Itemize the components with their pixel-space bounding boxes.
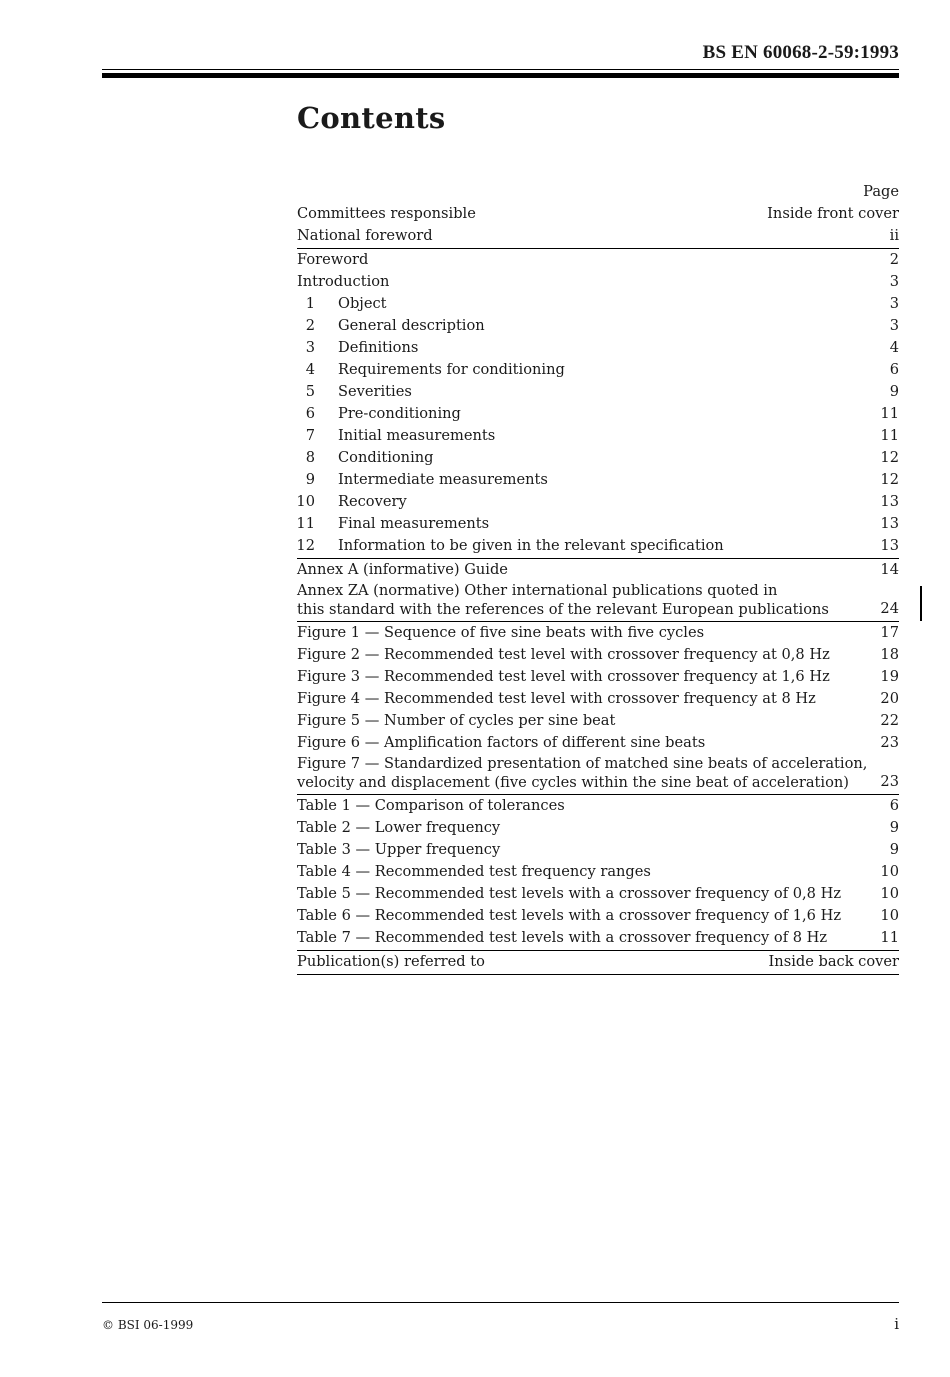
toc-entry-title: Intermediate measurements: [338, 471, 548, 488]
toc-entry[interactable]: [297, 710, 899, 732]
toc-entry-title: Foreword: [297, 251, 369, 268]
toc-entry-title: [297, 581, 829, 619]
toc-entry-title-line1: Figure 7 — Standardized presentation of matched sine beats of acceleration,: [297, 755, 868, 772]
toc-entry-title: Final measurements: [338, 515, 490, 532]
toc-entry-page: 3: [889, 317, 899, 334]
page-number: i: [894, 1315, 899, 1333]
toc-entry-page: 6: [889, 361, 899, 378]
toc-entry-number: 2: [305, 317, 315, 334]
toc-entry-title: National foreword: [297, 227, 433, 244]
toc-entry-page: 14: [880, 561, 899, 578]
toc-entry-title: Table 1 — Comparison of tolerances: [297, 797, 565, 814]
toc-entry[interactable]: [297, 905, 899, 927]
toc-entry[interactable]: [297, 951, 899, 973]
footer-rule: [102, 1302, 899, 1303]
toc-entry-page: 22: [880, 712, 899, 729]
toc-entry-title: Table 2 — Lower frequency: [297, 819, 501, 836]
toc-entry-page: 2: [889, 251, 899, 268]
toc-entry-page: 9: [889, 383, 899, 400]
toc-entry[interactable]: [297, 447, 899, 469]
toc-entry[interactable]: [297, 491, 899, 513]
copyright-notice: © BSI 06-1999: [102, 1318, 194, 1332]
toc-entry-number: 9: [305, 471, 315, 488]
toc-entry-page: 13: [880, 515, 899, 532]
toc-entry-title: Publication(s) referred to: [297, 953, 485, 970]
toc-group: [297, 622, 899, 795]
table-of-contents: [297, 181, 899, 975]
toc-entry-page: 13: [880, 537, 899, 554]
toc-entry[interactable]: [297, 666, 899, 688]
toc-entry[interactable]: [297, 203, 899, 225]
toc-entry[interactable]: [297, 817, 899, 839]
toc-entry[interactable]: [297, 559, 899, 581]
toc-entry[interactable]: [297, 754, 899, 793]
toc-entry[interactable]: [297, 644, 899, 666]
toc-entry-title: Table 3 — Upper frequency: [297, 841, 501, 858]
toc-entry-number: 12: [296, 537, 315, 554]
toc-entry-page: 3: [889, 295, 899, 312]
toc-entry[interactable]: [297, 271, 899, 293]
toc-entry-page: 19: [880, 668, 899, 685]
toc-entry-page: 18: [880, 646, 899, 663]
toc-entry-page: 3: [889, 273, 899, 290]
toc-entry-title: Conditioning: [338, 449, 434, 466]
toc-entry-page: 17: [880, 624, 899, 641]
page-column-header: Page: [863, 183, 899, 200]
toc-entry-page: 9: [889, 841, 899, 858]
toc-entry[interactable]: [297, 795, 899, 817]
toc-entry-page: 10: [880, 885, 899, 902]
toc-entry-title-line1: Annex ZA (normative) Other international publications quoted in: [297, 582, 778, 599]
toc-entry[interactable]: [297, 622, 899, 644]
toc-entry-number: 7: [305, 427, 315, 444]
toc-entry[interactable]: [297, 469, 899, 491]
toc-entry-page: 11: [880, 427, 899, 444]
toc-entry[interactable]: [297, 883, 899, 905]
toc-entry[interactable]: [297, 225, 899, 247]
toc-entry-page: 6: [889, 797, 899, 814]
toc-entry-title: Table 6 — Recommended test levels with a crossover frequency of 1,6 Hz: [297, 907, 842, 924]
toc-entry[interactable]: [297, 425, 899, 447]
toc-entry-page: 4: [889, 339, 899, 356]
toc-entry-title: Severities: [338, 383, 412, 400]
document-id: BS EN 60068-2-59:1993: [702, 42, 899, 63]
toc-entry-page: 23: [880, 773, 899, 790]
change-bar: [920, 586, 922, 621]
toc-entry-page: Inside back cover: [768, 953, 899, 970]
toc-entry-title: General description: [338, 317, 485, 334]
toc-group: [297, 795, 899, 951]
toc-entry-title: Recovery: [338, 493, 407, 510]
toc-entry-title: Figure 2 — Recommended test level with crossover frequency at 0,8 Hz: [297, 646, 830, 663]
toc-entry-title: Figure 3 — Recommended test level with crossover frequency at 1,6 Hz: [297, 668, 830, 685]
toc-group: [297, 559, 899, 622]
toc-entry-page: 20: [880, 690, 899, 707]
header-rule-thick: [102, 73, 899, 78]
toc-entry[interactable]: [297, 535, 899, 557]
toc-group: [297, 249, 899, 559]
toc-entry[interactable]: [297, 249, 899, 271]
toc-entry-title: Figure 4 — Recommended test level with crossover frequency at 8 Hz: [297, 690, 816, 707]
toc-entry[interactable]: [297, 403, 899, 425]
toc-entry-page: 10: [880, 907, 899, 924]
toc-entry-title: Information to be given in the relevant specification: [338, 537, 724, 554]
toc-group: [297, 203, 899, 249]
toc-entry[interactable]: [297, 581, 899, 620]
toc-entry-title: Annex A (informative) Guide: [297, 561, 508, 578]
toc-entry-number: 10: [296, 493, 315, 510]
toc-entry-number: 5: [305, 383, 315, 400]
toc-entry-number: 6: [305, 405, 315, 422]
toc-entry-page: 13: [880, 493, 899, 510]
toc-groups: [297, 203, 899, 975]
toc-entry-title: Figure 6 — Amplification factors of different sine beats: [297, 734, 706, 751]
toc-group: [297, 951, 899, 975]
toc-entry[interactable]: [297, 293, 899, 315]
toc-entry-title: Table 7 — Recommended test levels with a crossover frequency of 8 Hz: [297, 929, 828, 946]
toc-entry-page: 11: [880, 929, 899, 946]
toc-entry[interactable]: [297, 927, 899, 949]
toc-entry[interactable]: [297, 688, 899, 710]
toc-entry-page: 23: [880, 734, 899, 751]
toc-entry-title-line2: this standard with the references of the relevant European publications: [297, 601, 829, 618]
toc-entry-number: 8: [305, 449, 315, 466]
toc-entry-title: Object: [338, 295, 387, 312]
toc-entry[interactable]: [297, 359, 899, 381]
toc-entry-title: Table 5 — Recommended test levels with a crossover frequency of 0,8 Hz: [297, 885, 842, 902]
toc-entry-title-line2: velocity and displacement (five cycles within the sine beat of acceleration): [297, 774, 849, 791]
toc-entry-title: Figure 1 — Sequence of five sine beats with five cycles: [297, 624, 705, 641]
toc-entry[interactable]: [297, 315, 899, 337]
toc-entry-title: Initial measurements: [338, 427, 496, 444]
toc-entry-page: 11: [880, 405, 899, 422]
toc-entry-page: Inside front cover: [767, 205, 899, 222]
toc-entry-page: 9: [889, 819, 899, 836]
toc-entry-number: 11: [296, 515, 315, 532]
header-rule-thin: [102, 69, 899, 70]
toc-entry-number: 1: [305, 295, 315, 312]
toc-entry[interactable]: [297, 839, 899, 861]
page-title: Contents: [297, 101, 446, 135]
toc-entry-number: 4: [305, 361, 315, 378]
toc-entry-page: 12: [880, 449, 899, 466]
toc-entry-title: Figure 5 — Number of cycles per sine beat: [297, 712, 616, 729]
toc-entry[interactable]: [297, 513, 899, 535]
toc-entry-title: Definitions: [338, 339, 419, 356]
toc-entry-title: Introduction: [297, 273, 390, 290]
toc-entry-title: Table 4 — Recommended test frequency ranges: [297, 863, 651, 880]
toc-entry[interactable]: [297, 732, 899, 754]
toc-entry[interactable]: [297, 337, 899, 359]
toc-entry[interactable]: [297, 381, 899, 403]
toc-entry-title: Requirements for conditioning: [338, 361, 565, 378]
toc-entry[interactable]: [297, 861, 899, 883]
toc-entry-page: 24: [880, 600, 899, 617]
toc-entry-title: Committees responsible: [297, 205, 476, 222]
toc-entry-page: 10: [880, 863, 899, 880]
toc-entry-page: 12: [880, 471, 899, 488]
toc-entry-page: ii: [889, 227, 899, 244]
toc-entry-number: 3: [305, 339, 315, 356]
toc-entry-title: [297, 754, 867, 792]
toc-entry-title: Pre-conditioning: [338, 405, 461, 422]
